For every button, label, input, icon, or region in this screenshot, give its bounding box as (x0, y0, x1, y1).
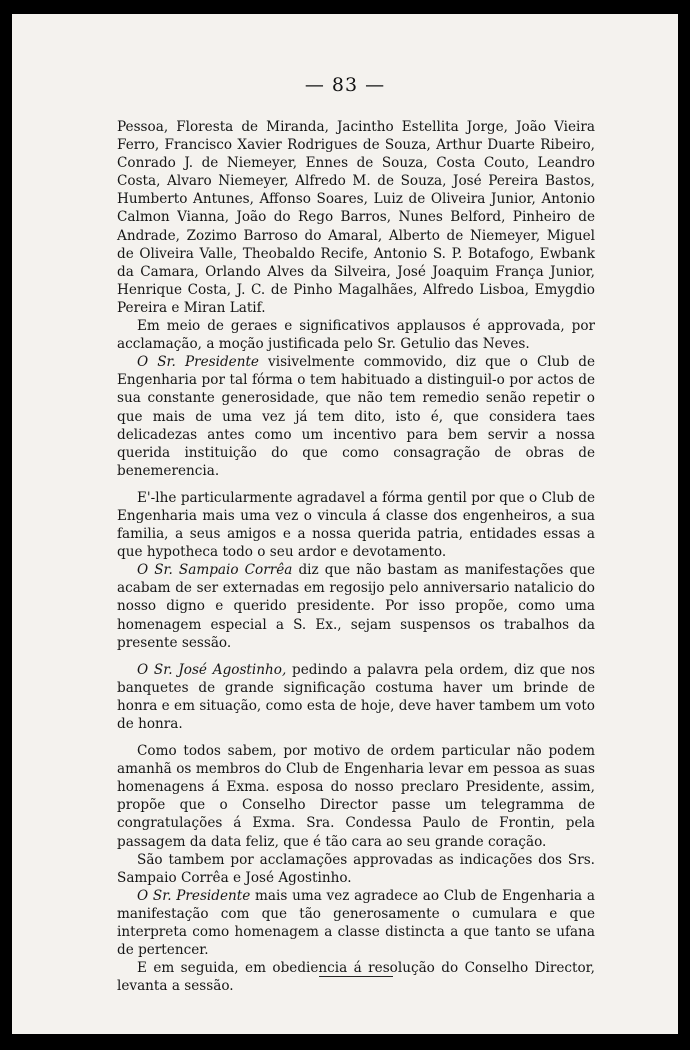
paragraph-president-gratitude (117, 489, 595, 561)
paragraph-president-closing (117, 887, 595, 959)
paragraph-text: pedindo a palavra pela ordem, diz que nos banquetes de grande significação costuma haver um brinde de honra e em situação, como esta de hoje, deve haver tambem um voto de honra. (117, 661, 595, 732)
paragraph-text: E'-lhe particularmente agradavel a fórma gentil por que o Club de Engenharia mais uma vez o vincula á classe dos engenheiros, a sua familia, a seus amigos e a nossa querida patria, entidades essas a que hypotheca todo o seu ardor e devotamento. (117, 489, 595, 561)
paragraph-text: Como todos sabem, por motivo de ordem particular não podem amanhã os membros do Club de Engenharia levar em pessoa as suas homenagens á Exma. esposa do nosso preclaro Presidente, assim, propõe que o Conselho Director passe um telegramma de congratulações á Exma. Sra. Condessa Paulo de Frontin, pela passagem da data feliz, que é tão cara ao seu grande coração. (117, 743, 595, 850)
paragraph-motion-approved (117, 317, 595, 353)
page-number: — 83 — (304, 74, 386, 96)
end-rule-divider (319, 976, 393, 977)
paragraph-telegram-proposal (117, 742, 595, 851)
paragraph-president-thanks (117, 353, 595, 480)
speaker-name: O Sr. Presidente (137, 887, 251, 904)
paragraph-text: São tambem por acclamações approvadas as indicações dos Srs. Sampaio Corrêa e José Agostinho. (117, 851, 595, 886)
paragraph-attendee-list (117, 118, 595, 317)
speaker-name: O Sr. José Agostinho, (137, 661, 287, 678)
paragraph-session-closed (117, 959, 595, 995)
speaker-name: O Sr. Presidente (137, 354, 259, 371)
paragraph-text: diz que não bastam as manifestações que acabam de ser externadas em regosijo pelo anniversario natalicio do nosso digno e querido presidente. Por isso propõe, como uma homenagem especial a S. Ex., sejam suspensos os trabalhos da presente sessão. (117, 562, 595, 651)
paragraph-indications-approved (117, 851, 595, 887)
body-text (117, 118, 595, 995)
paragraph-jose-agostinho (117, 661, 595, 733)
paragraph-text: mais uma vez agradece ao Club de Engenharia a manifestação com que tão generosamente o cumulara e que interpreta como homenagem a classe distincta a que tanto se ufana de pertencer. (117, 887, 595, 959)
paragraph-text: Em meio de geraes e significativos applausos é approvada, por acclamação, a moção justificada pelo Sr. Getulio das Neves. (117, 318, 595, 353)
paragraph-text: visivelmente commovido, diz que o Club de Engenharia por tal fórma o tem habituado a distinguil-o por actos de sua constante generosidade, que não tem remedio senão repetir o que mais de uma vez já tem dito, isto é, que considera taes delicadezas antes como um incentivo para bem servir a nossa querida instituição do que como consagração de obras de benemerencia. (117, 354, 595, 479)
paragraph-text: E em seguida, em obediencia á resolução do Conselho Director, levanta a sessão. (117, 960, 595, 995)
book-page (12, 14, 678, 1034)
speaker-name: O Sr. Sampaio Corrêa (137, 562, 293, 579)
paragraph-sampaio-correa (117, 561, 595, 651)
paragraph-text: Pessoa, Floresta de Miranda, Jacintho Estellita Jorge, João Vieira Ferro, Francisco Xavier Rodrigues de Souza, Arthur Duarte Ribeiro, Conrado J. de Niemeyer, Ennes de Souza, Costa Couto, Leandro Costa, Alvaro Niemeyer, Alfredo M. de Souza, José Pereira Bastos, Humberto Antunes, Affonso Soares, Luiz de Oliveira Junior, Antonio Calmon Vianna, João do Rego Barros, Nunes Belford, Pinheiro de Andrade, Zozimo Barroso do Amaral, Alberto de Niemeyer, Miguel de Oliveira Valle, Theobaldo Recife, Antonio S. P. Botafogo, Ewbank da Camara, Orlando Alves da Silveira, José Joaquim França Junior, Henrique Costa, J. C. de Pinho Magalhães, Alfredo Lisboa, Emygdio Pereira e Miran Latif. (117, 119, 595, 316)
